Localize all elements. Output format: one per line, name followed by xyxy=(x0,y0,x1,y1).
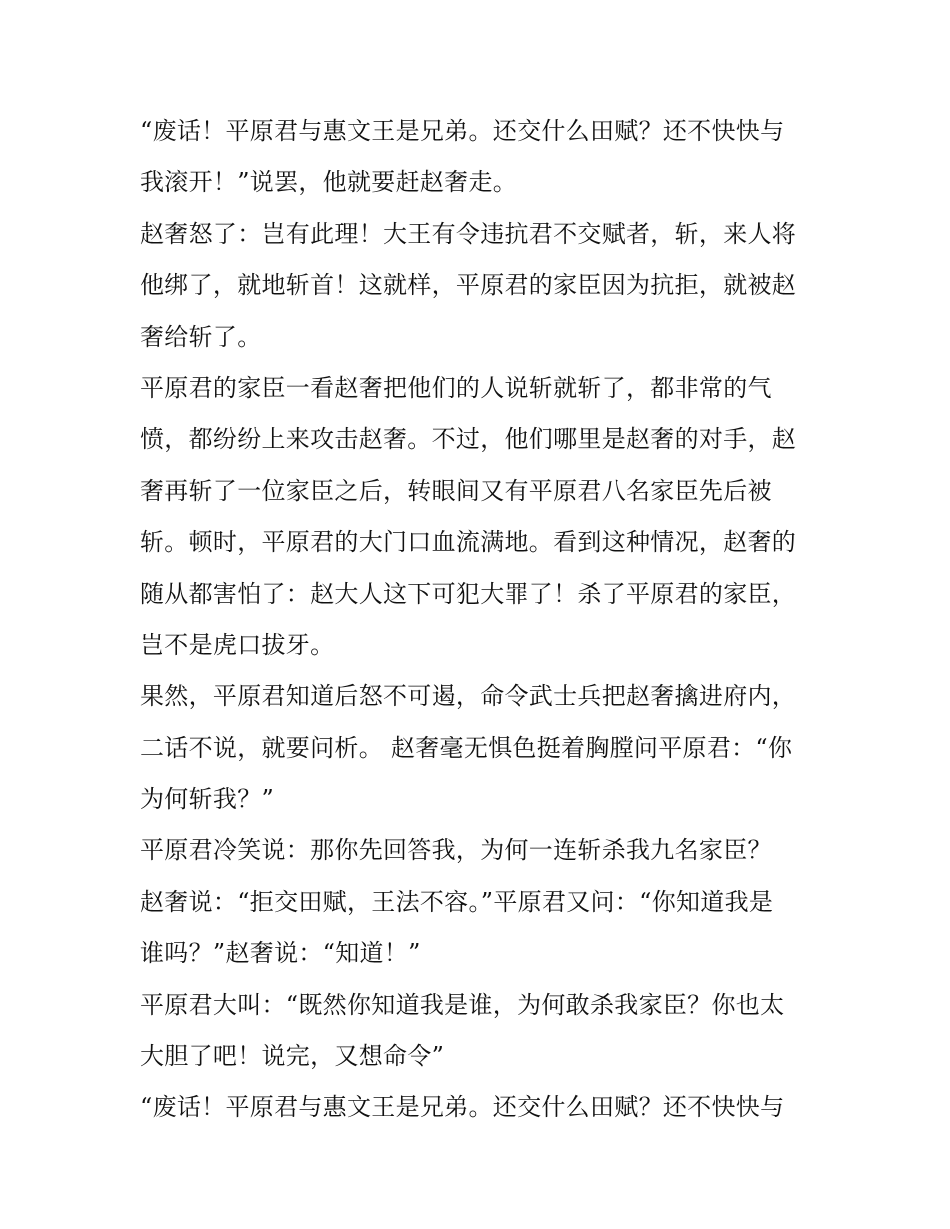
text-line: 平原君冷笑说：那你先回答我，为何一连斩杀我九名家臣？ xyxy=(140,836,772,865)
text-line: 平原君的家臣一看赵奢把他们的人说斩就斩了，都非常的气 xyxy=(140,373,772,402)
text-line: 为何斩我？” xyxy=(140,785,275,814)
text-line: 奢给斩了。 xyxy=(140,322,262,351)
text-line: 愤，都纷纷上来攻击赵奢。不过，他们哪里是赵奢的对手，赵 xyxy=(140,425,797,454)
text-line: 我滚开！”说罢，他就要赶赵奢走。 xyxy=(140,168,518,197)
text-line: “废话！平原君与惠文王是兄弟。还交什么田赋？还不快快与 xyxy=(140,117,785,145)
text-line: 大胆了吧！说完，又想命令” xyxy=(140,1042,445,1071)
text-line: 果然，平原君知道后怒不可遏，命令武士兵把赵奢擒进府内， xyxy=(140,682,797,711)
text-line: 谁吗？”赵奢说：“知道！” xyxy=(140,939,421,968)
text-line: “废话！平原君与惠文王是兄弟。还交什么田赋？还不快快与 xyxy=(140,1093,785,1122)
body-text xyxy=(140,106,830,1134)
text-line: 二话不说，就要问析。 赵奢毫无惧色挺着胸膛问平原君：“你 xyxy=(140,733,793,762)
text-line: 随从都害怕了：赵大人这下可犯大罪了！杀了平原君的家臣， xyxy=(140,579,797,608)
text-line: 奢再斩了一位家臣之后，转眼间又有平原君八名家臣先后被 xyxy=(140,476,772,505)
text-line: 他绑了，就地斩首！这就样，平原君的家臣因为抗拒，就被赵 xyxy=(140,271,797,300)
text-line: 赵奢怒了：岂有此理！大王有令违抗君不交赋者，斩，来人将 xyxy=(140,219,797,248)
text-line: 斩。顿时，平原君的大门口血流满地。看到这种情况，赵奢的 xyxy=(140,528,797,557)
text-line: 平原君大叫：“既然你知道我是谁，为何敢杀我家臣？你也太 xyxy=(140,990,785,1019)
text-line: 岂不是虎口拔牙。 xyxy=(140,630,335,659)
text-line: 赵奢说：“拒交田赋，王法不容。”平原君又问：“你知道我是 xyxy=(140,887,774,916)
